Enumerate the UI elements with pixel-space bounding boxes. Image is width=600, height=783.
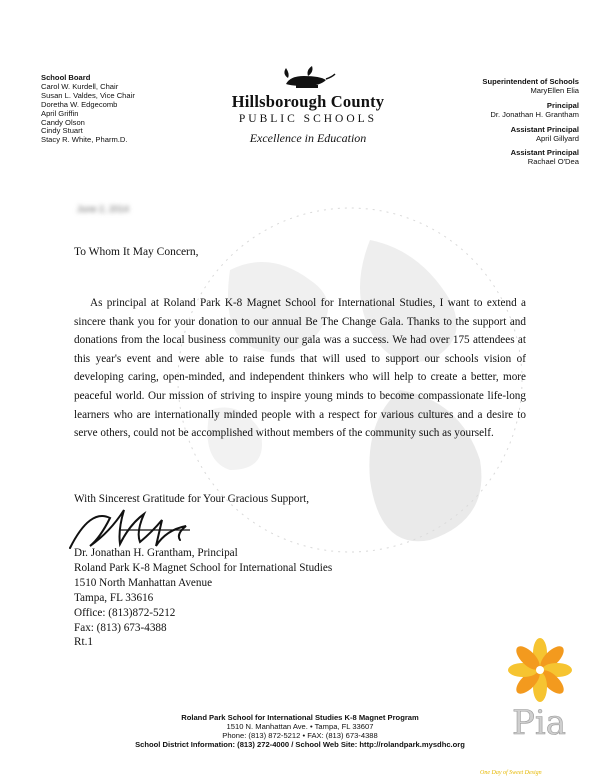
staff-entry	[482, 149, 579, 167]
footer-address: 1510 N. Manhattan Ave. • Tampa, FL 33607	[226, 721, 374, 731]
staff-name: Rachael O'Dea	[527, 157, 579, 167]
signature-block	[74, 546, 332, 650]
board-member: Candy Olson	[41, 117, 85, 127]
staff-title: Superintendent of Schools	[482, 77, 579, 86]
district-subtitle: PUBLIC SCHOOLS	[238, 113, 378, 125]
letter-date: June 2, 2014	[77, 204, 130, 214]
staff-entry	[482, 78, 579, 96]
school-board-heading: School Board	[41, 73, 91, 82]
footer-school: Roland Park School for International Studies K-8 Magnet Program	[181, 713, 419, 722]
letter-closing: With Sincerest Gratitude for Your Gracious Support,	[74, 493, 310, 505]
staff-name: April Gillyard	[535, 133, 579, 143]
footer-district-info: School District Information: (813) 272-4000 / School Web Site: http://rolandpark.mysdhc.org	[135, 739, 465, 749]
signer-city: Tampa, FL 33616	[74, 591, 154, 604]
staff-title: Principal	[546, 100, 579, 110]
signer-school: Roland Park K-8 Magnet School for International Studies	[74, 561, 333, 574]
salutation: To Whom It May Concern,	[74, 246, 199, 258]
letter-body	[74, 294, 526, 443]
board-member: Susan L. Valdes, Vice Chair	[41, 90, 135, 100]
signer-fax: Fax: (813) 673-4388	[74, 621, 167, 634]
pia-tagline: One Day of Sweet Design	[480, 770, 542, 776]
staff-entry	[482, 102, 579, 120]
letter-body-text: As principal at Roland Park K-8 Magnet School for International Studies, I want to extend a sincere thank you for your donation to our annual Be The Change Gala. Thanks to the support and donations from the local business community our gala was a success. We had over 175 attendees at this year's event and were able to raise funds that will used to support our schools vision of developing caring, open-minded, and independent thinkers who will help to create a better, more peaceful world. Our mission of striving to inspire young minds to become compassionate life-long learners who are internationally minded people with a respect for various cultures and a desire to serve others, could not be accomplished without members of the community such as yourself.	[74, 297, 526, 440]
signer-office: Office: (813)872-5212	[74, 606, 176, 619]
district-motto: Excellence in Education	[249, 131, 367, 145]
signer-ref: Rt.1	[74, 636, 93, 649]
board-member: Cindy Stuart	[41, 126, 83, 136]
staff-entry	[482, 126, 579, 144]
board-member: April Griffin	[41, 108, 79, 118]
staff-title: Assistant Principal	[510, 124, 579, 134]
board-member: Stacy R. White, Pharm.D.	[41, 135, 128, 145]
staff-title: Assistant Principal	[510, 148, 579, 158]
staff-list	[482, 78, 579, 173]
oil-lamp-logo-icon	[278, 64, 338, 90]
signer-street: 1510 North Manhattan Avenue	[74, 576, 213, 589]
board-member: Doretha W. Edgecomb	[41, 99, 118, 109]
board-member: Carol W. Kurdell, Chair	[41, 81, 119, 91]
district-name: Hillsborough County	[231, 92, 385, 111]
pia-flower-logo-icon	[492, 636, 592, 746]
pia-logo-text: Pia	[512, 703, 567, 743]
staff-name: MaryEllen Elia	[530, 85, 579, 95]
signer-name: Dr. Jonathan H. Grantham, Principal	[74, 547, 238, 559]
footer-phone: Phone: (813) 872-5212 • FAX: (813) 673-4388	[222, 730, 378, 740]
school-board-list	[41, 74, 135, 145]
staff-name: Dr. Jonathan H. Grantham	[490, 109, 579, 119]
